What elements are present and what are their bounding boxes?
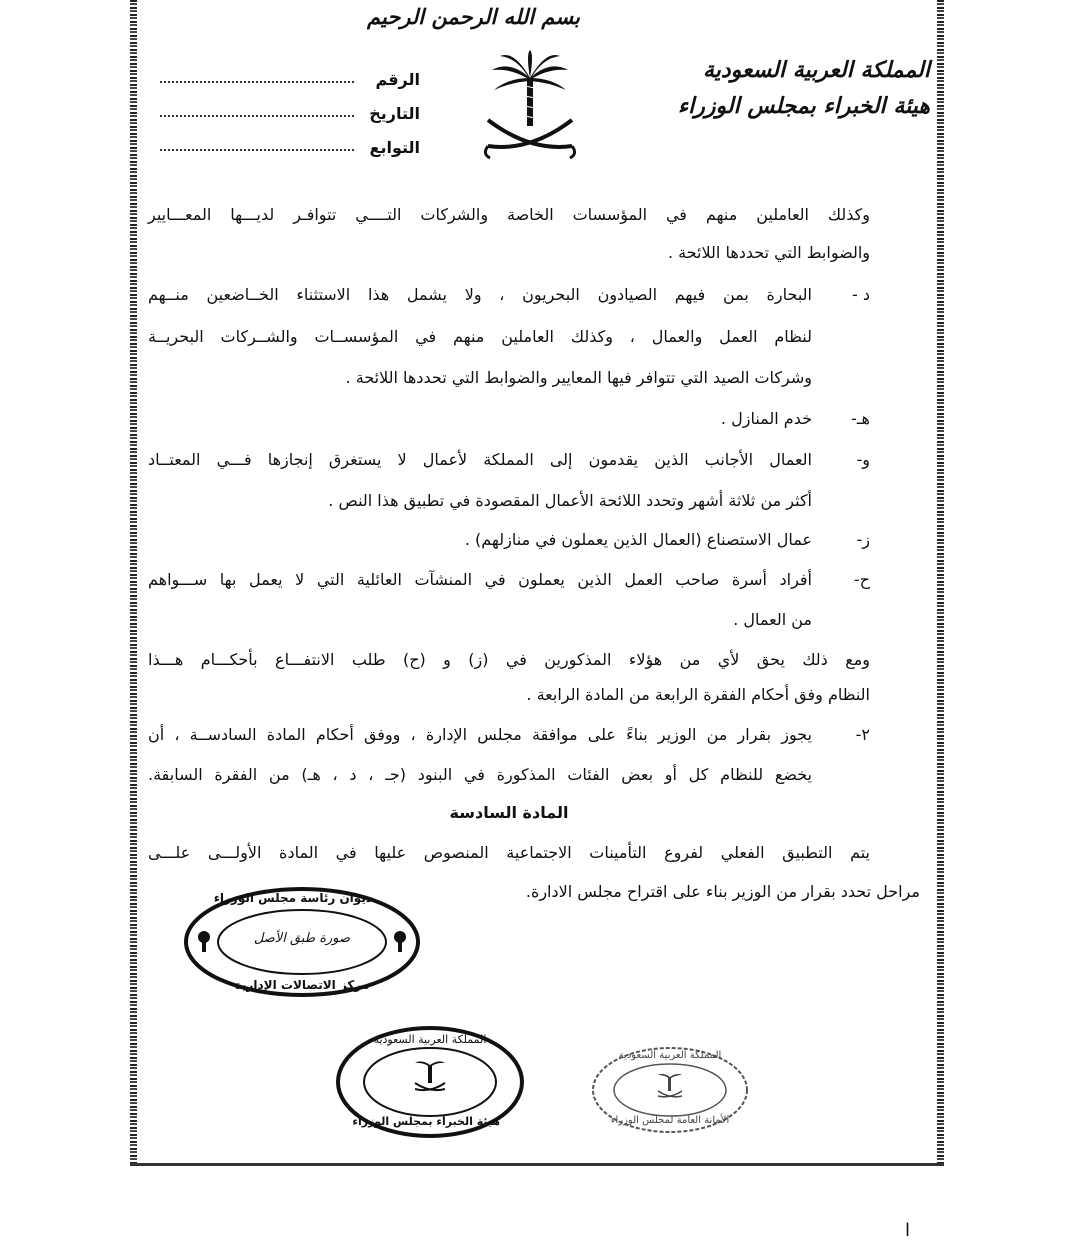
line-text: العمال الأجانب الذين يقدمون إلى المملكة لأعمال لا يستغرق إنجازها فـــي المعتــاد — [148, 450, 812, 469]
line-text: النظام وفق أحكام الفقرة الرابعة من المادة الرابعة . — [526, 685, 870, 704]
line-text: خدم المنازل . — [720, 409, 812, 428]
ref-number-blank — [160, 80, 354, 83]
line-text: أكثر من ثلاثة أشهر وتحدد اللائحة الأعمال المقصودة في تطبيق هذا النص . — [328, 491, 812, 510]
article-heading — [148, 803, 870, 829]
body-line — [148, 205, 870, 231]
body-line — [148, 327, 870, 353]
line-text: أفراد أسرة صاحب العمل الذين يعملون في المنشآت العائلية التي لا يعمل بها ســـواهم — [148, 570, 812, 589]
organization-header — [677, 52, 930, 124]
body-line — [148, 765, 870, 791]
clause-marker: د - — [852, 285, 870, 304]
page-mark: l — [905, 1220, 911, 1241]
line-text: البحارة بمن فيهم الصيادون البحريون ، ولا يشمل هذا الاستثناء الخــاضعين منــهم — [148, 285, 812, 304]
clause-marker: و- — [856, 450, 870, 469]
line-text: مراحل تحدد بقرار من الوزير بناء على اقتراح مجلس الادارة. — [525, 882, 920, 901]
line-text: يخضع للنظام كل أو بعض الفئات المذكورة في البنود (جـ ، د ، هـ) من الفقرة السابقة. — [148, 765, 812, 784]
bottom-rule — [130, 1163, 944, 1166]
certified-copy-seal — [182, 885, 422, 1000]
body-line — [148, 243, 870, 269]
body-line — [148, 685, 870, 711]
org-name-line2: هيئة الخبراء بمجلس الوزراء — [677, 93, 930, 119]
article-title: المادة السادسة — [449, 803, 569, 822]
clause-marker: ز- — [856, 530, 870, 549]
body-line — [148, 409, 870, 435]
body-line — [148, 491, 870, 517]
line-text: لنظام العمل والعمال ، وكذلك العاملين منهم في المؤسســات والشــركات البحريــة — [148, 327, 812, 346]
line-text: يتم التطبيق الفعلي لفروع التأمينات الاجتماعية المنصوص عليها في المادة الأولـــى علـــى — [148, 843, 870, 862]
org-name-line1: المملكة العربية السعودية — [702, 57, 930, 83]
seal1-bottom-text: مركز الاتصالات الإدارية — [234, 978, 370, 992]
left-ornamental-border — [130, 0, 137, 1165]
basmala: بسم الله الرحمن الرحيم — [367, 4, 580, 29]
date-blank — [160, 114, 354, 117]
line-text: ومع ذلك يحق لأي من هؤلاء المذكورين في (ز) و (ح) طلب الانتفـــاع بأحكـــام هـــذا — [148, 650, 870, 669]
body-line — [148, 650, 870, 676]
right-ornamental-border — [937, 0, 944, 1165]
body-line — [148, 530, 870, 556]
ref-number-row — [160, 55, 420, 89]
attachments-blank — [160, 148, 354, 151]
saudi-emblem-icon — [480, 48, 580, 163]
reference-fields — [160, 55, 420, 157]
line-text: عمال الاستصناع (العمال الذين يعملون في منازلهم) . — [464, 530, 812, 549]
line-text: وكذلك العاملين منهم في المؤسسات الخاصة والشركات التــــي تتوافـر لديـــها المعـــايير — [148, 205, 870, 224]
general-secretariat-seal — [590, 1045, 750, 1135]
seal2-top-text: المملكة العربية السعودية — [373, 1033, 487, 1046]
experts-commission-seal — [335, 1025, 525, 1140]
clause-marker: ح- — [853, 570, 870, 589]
line-text: والضوابط التي تحددها اللائحة . — [667, 243, 870, 262]
seal1-middle-text: صورة طبق الأصل — [253, 931, 351, 946]
seal1-top-text: ديوان رئاسة مجلس الوزراء — [213, 891, 372, 905]
body-line — [148, 843, 870, 869]
line-text: وشركات الصيد التي تتوافر فيها المعايير والضوابط التي تحددها اللائحة . — [345, 368, 812, 387]
body-line — [148, 570, 870, 596]
line-text: من العمال . — [733, 610, 812, 629]
seal3-bottom-text: الأمانة العامة لمجلس الوزراء — [610, 1115, 730, 1126]
body-line — [148, 368, 870, 394]
attachments-row — [160, 123, 420, 157]
clause-marker: ٢- — [855, 725, 870, 744]
date-row — [160, 89, 420, 123]
seal2-bottom-text: هيئة الخبراء بمجلس الوزراء — [352, 1115, 500, 1128]
body-line — [148, 285, 870, 311]
seal3-top-text: المملكة العربية السعودية — [618, 1050, 722, 1061]
body-line — [148, 725, 870, 751]
date-label: التاريخ — [369, 104, 420, 123]
clause-marker: هـ- — [851, 409, 870, 428]
attachments-label: التوابع — [369, 138, 420, 157]
line-text: يجوز بقرار من الوزير بناءً على موافقة مجلس الإدارة ، ووفق أحكام المادة السادســة ، أن — [148, 725, 812, 744]
body-line — [148, 610, 870, 636]
ref-number-label: الرقم — [375, 70, 420, 89]
body-line — [148, 450, 870, 476]
